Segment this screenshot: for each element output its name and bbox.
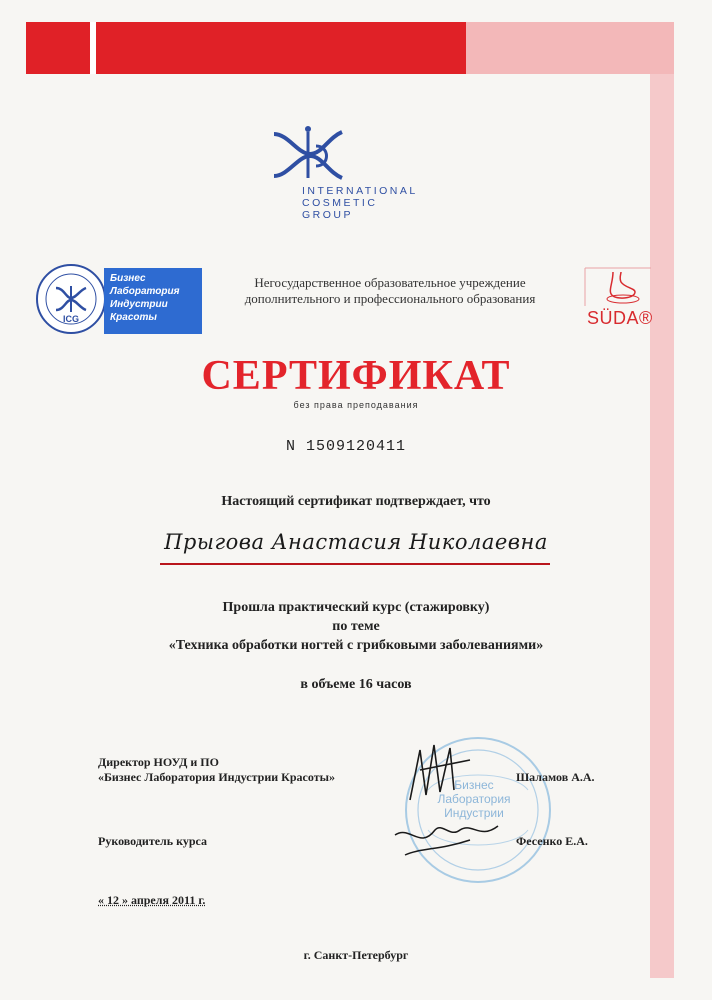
organization-line: дополнительного и профессионального образования xyxy=(244,291,536,306)
director-line: «Бизнес Лаборатория Индустрии Красоты» xyxy=(98,770,335,784)
icg-seal-icon xyxy=(34,258,108,340)
brand-word: COSMETIC xyxy=(302,197,378,209)
icg-logo-icon xyxy=(268,124,354,186)
stamp-line: Лаборатория xyxy=(437,792,511,806)
confirmation-text: Настоящий сертификат подтверждает, что xyxy=(221,494,491,509)
suda-logo-text: SÜDA® xyxy=(587,308,653,328)
handwritten-signatures xyxy=(380,730,520,880)
blik-line: Бизнес xyxy=(110,273,146,284)
foot-icon xyxy=(583,266,653,310)
stamp-line: Индустрии xyxy=(444,806,504,820)
header-white-stripe xyxy=(90,22,96,74)
icg-brand-words xyxy=(302,185,418,221)
certificate-title: СЕРТИФИКАТ xyxy=(201,353,511,399)
course-line: «Техника обработки ногтей с грибковыми заболеваниями» xyxy=(168,638,544,653)
name-underline xyxy=(160,563,550,565)
director-title xyxy=(98,755,335,785)
brand-word: GROUP xyxy=(302,209,354,221)
issue-city: г. Санкт-Петербург xyxy=(303,948,409,962)
side-pink-band xyxy=(650,74,674,978)
suda-logo xyxy=(583,266,653,334)
header-pink-band xyxy=(466,22,674,74)
certificate-subtitle: без права преподавания xyxy=(293,400,419,410)
director-name: Шаламов А.А. xyxy=(516,770,595,784)
course-hours: в объеме 16 часов xyxy=(300,677,412,692)
director-line: Директор НОУД и ПО xyxy=(98,755,219,769)
recipient-name: Прыгова Анастасия Николаевна xyxy=(164,530,548,554)
course-line: Прошла практический курс (стажировку) xyxy=(222,600,490,615)
brand-word: INTERNATIONAL xyxy=(302,185,418,197)
course-line: по теме xyxy=(332,619,380,634)
issue-date: « 12 » апреля 2011 г. xyxy=(98,893,206,907)
blik-line: Лаборатория xyxy=(110,286,180,297)
certificate-number: N 1509120411 xyxy=(286,438,407,455)
organization-name xyxy=(200,275,580,307)
course-head-title: Руководитель курса xyxy=(98,834,208,848)
stamp-line: Бизнес xyxy=(454,778,494,792)
organization-line: Негосударственное образовательное учреждение xyxy=(254,275,526,290)
blik-line: Индустрии xyxy=(110,299,168,310)
course-description xyxy=(80,598,632,655)
blik-line: Красоты xyxy=(110,312,157,323)
blik-logo-box xyxy=(104,268,202,334)
seal-abbr: ICG xyxy=(62,314,80,324)
course-head-name: Фесенко Е.А. xyxy=(516,834,588,848)
